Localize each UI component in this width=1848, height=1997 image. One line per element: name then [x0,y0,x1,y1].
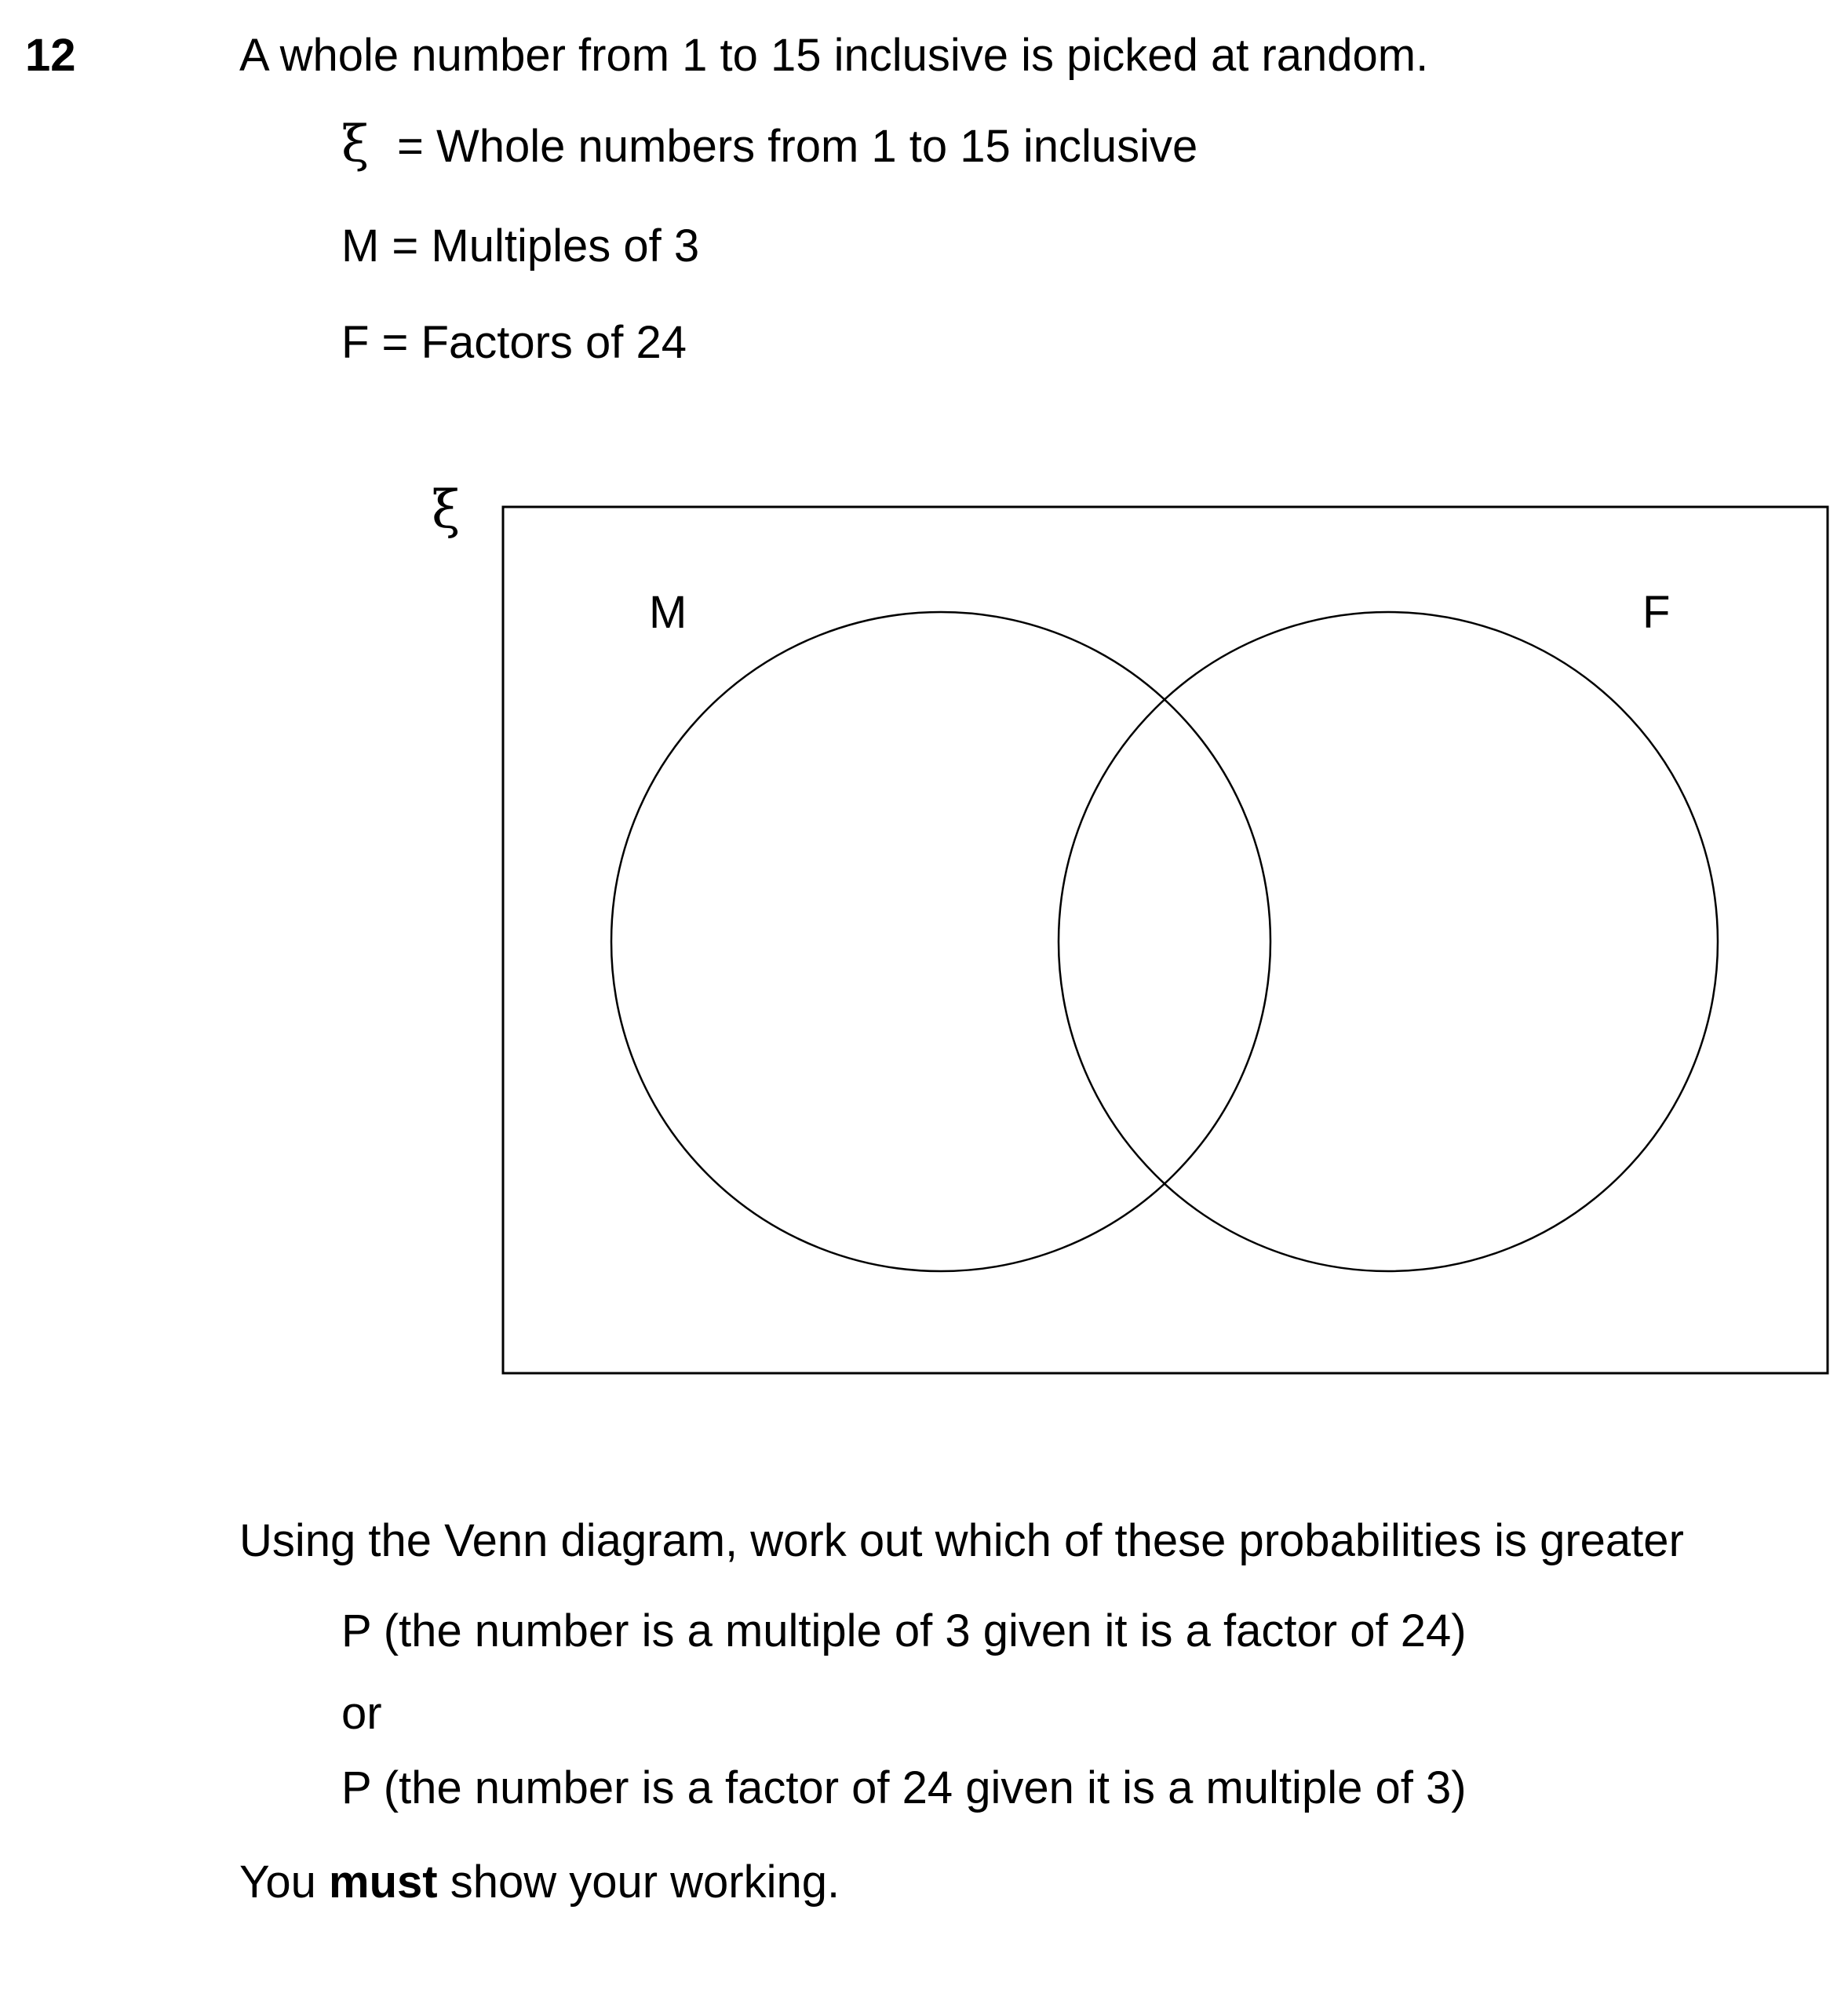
question-number: 12 [25,30,76,81]
universal-set-symbol: ξ [341,115,370,173]
set-m-label: M [649,587,687,638]
working-emphasis: must [329,1857,438,1908]
working-suffix: show your working. [437,1857,840,1908]
set-f-circle [1059,612,1718,1271]
working-instruction [239,1857,840,1908]
probability-option-1: P (the number is a multiple of 3 given it is a factor of 24) [341,1605,1467,1656]
universal-set-definition: = Whole numbers from 1 to 15 inclusive [397,121,1198,172]
universal-set-rectangle [503,507,1828,1373]
set-f-label: F [1642,587,1671,638]
question-intro: A whole number from 1 to 15 inclusive is picked at random. [239,30,1429,81]
set-m-definition: M = Multiples of 3 [341,220,700,271]
set-m-circle [611,612,1270,1271]
probability-option-2: P (the number is a factor of 24 given it is a multiple of 3) [341,1762,1467,1813]
task-instruction: Using the Venn diagram, work out which of these probabilities is greater [239,1515,1684,1566]
set-f-definition: F = Factors of 24 [341,317,687,368]
option-connector: or [341,1688,382,1739]
working-prefix: You [239,1857,329,1908]
venn-universal-label: ξ [432,479,461,540]
